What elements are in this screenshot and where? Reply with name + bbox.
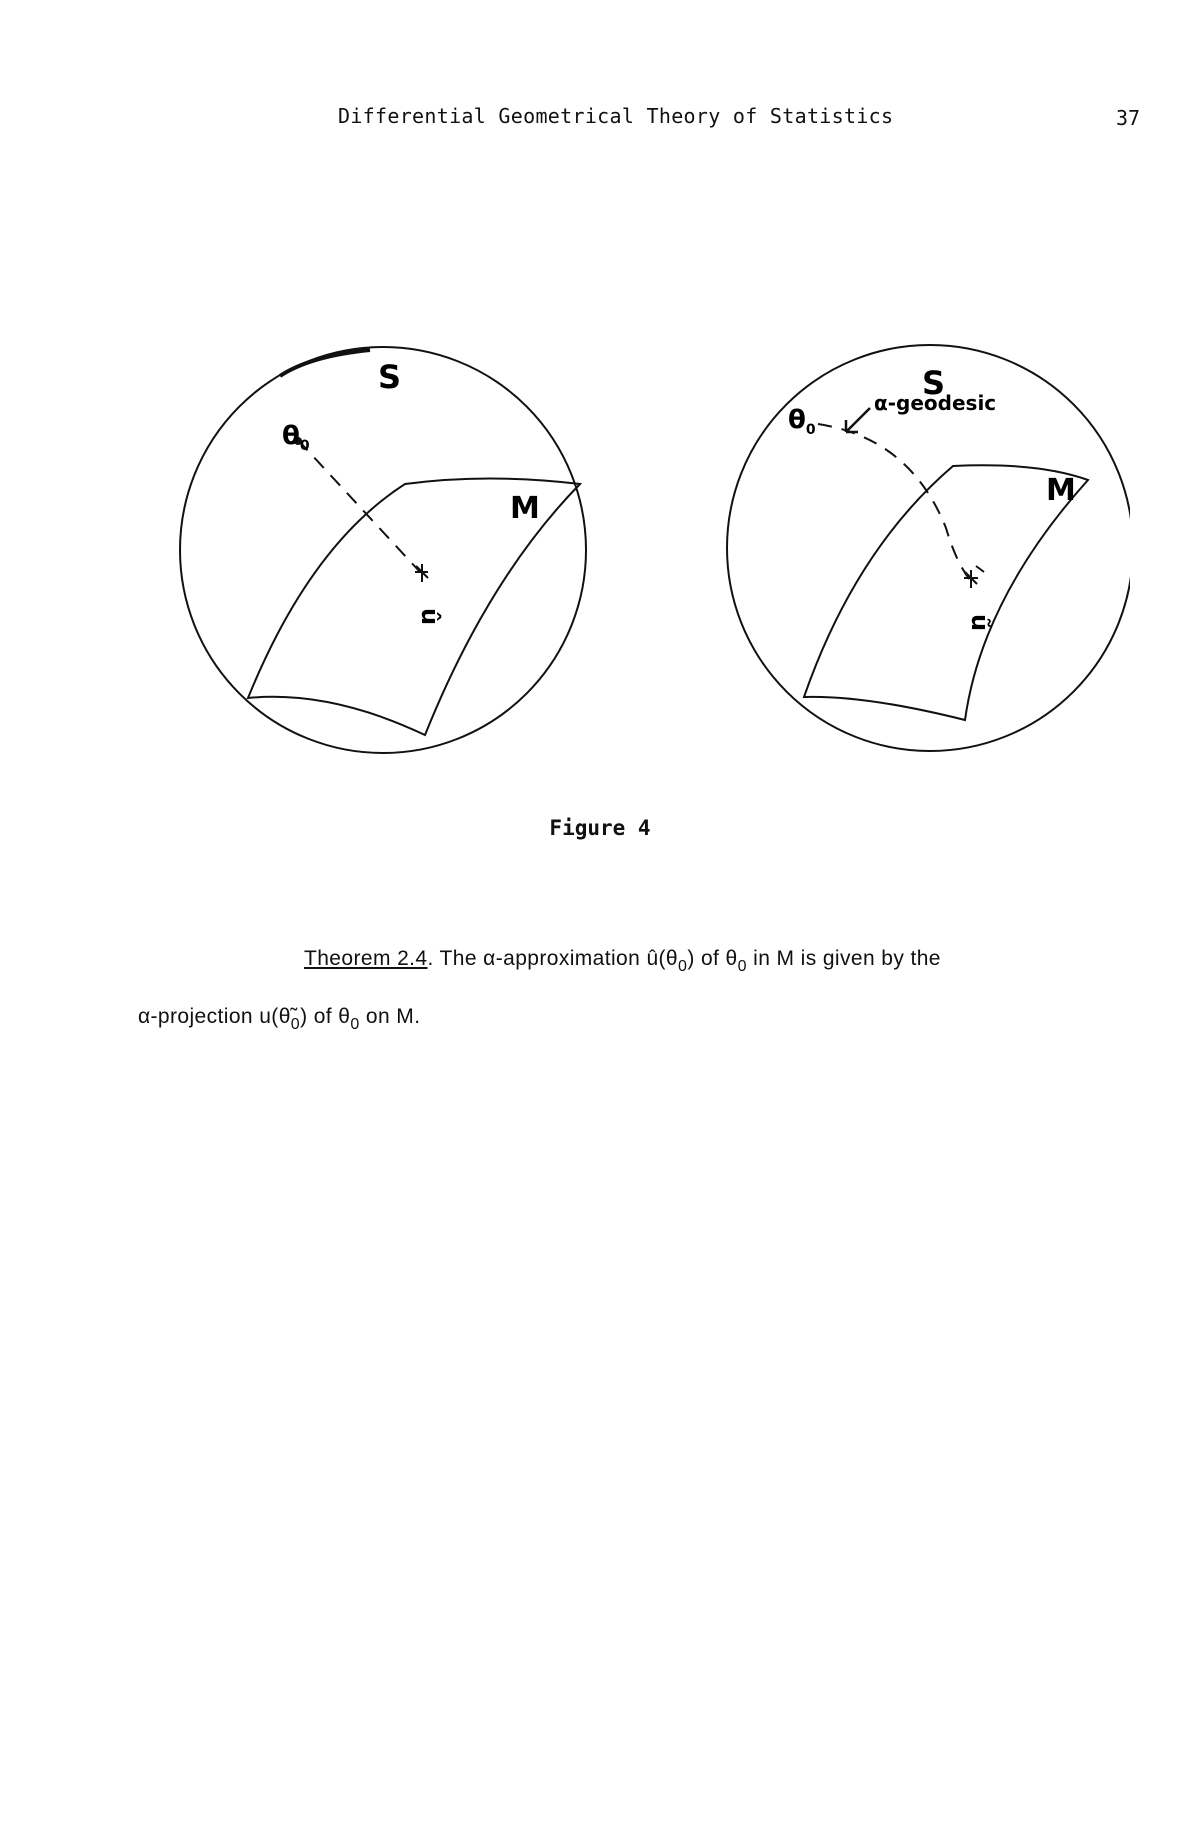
- theorem-text-1c: in M is given by the: [746, 947, 941, 970]
- page-number: 37: [1116, 106, 1141, 130]
- left-manifold-label: M: [510, 491, 540, 526]
- theorem-text-1b: ) of θ: [687, 947, 738, 970]
- left-star-mark: [415, 564, 428, 582]
- figure-caption: Figure 4: [549, 816, 651, 840]
- theorem-line-1: [138, 934, 1118, 992]
- theorem-sub-3: 0: [290, 1016, 301, 1033]
- left-estimate-label: û: [416, 608, 444, 626]
- right-panel: [727, 345, 1130, 751]
- right-geodesic-label: α-geodesic: [874, 391, 997, 415]
- theorem-paragraph: [138, 934, 1118, 1050]
- running-title: Differential Geometrical Theory of Statistics: [338, 104, 894, 128]
- right-geodesic-arrow: [846, 408, 870, 432]
- theorem-text-2b: ) of θ: [300, 1005, 351, 1028]
- right-estimate-label: ũ: [966, 614, 994, 632]
- theorem-text-1a: . The α-approximation û(θ: [427, 947, 679, 970]
- page-header: [0, 104, 1200, 134]
- theorem-label: Theorem 2.4: [304, 947, 428, 970]
- right-theta-label: $\theta_0$: [788, 405, 816, 438]
- theorem-text-2a: α-projection u(θ̃: [138, 1005, 291, 1028]
- left-sphere-thick-arc: [280, 350, 370, 376]
- right-space-label: S: [922, 364, 946, 402]
- left-space-label: S: [378, 358, 402, 396]
- right-star-mark: [964, 566, 984, 588]
- figure-4-diagram: [170, 340, 1130, 770]
- left-panel: [180, 347, 586, 753]
- theorem-text-2c: on M.: [359, 1005, 421, 1028]
- right-manifold-label: M: [1046, 473, 1076, 508]
- left-projection-line: [298, 440, 420, 572]
- theorem-line-2: [138, 992, 1118, 1050]
- right-geodesic-curve: [818, 424, 970, 580]
- theorem-sub-1: 0: [678, 958, 688, 975]
- theorem-sub-4: 0: [350, 1016, 360, 1033]
- figure-4: [170, 340, 1130, 770]
- left-theta-label: $\theta_0$: [282, 421, 310, 454]
- theorem-sub-2: 0: [737, 958, 747, 975]
